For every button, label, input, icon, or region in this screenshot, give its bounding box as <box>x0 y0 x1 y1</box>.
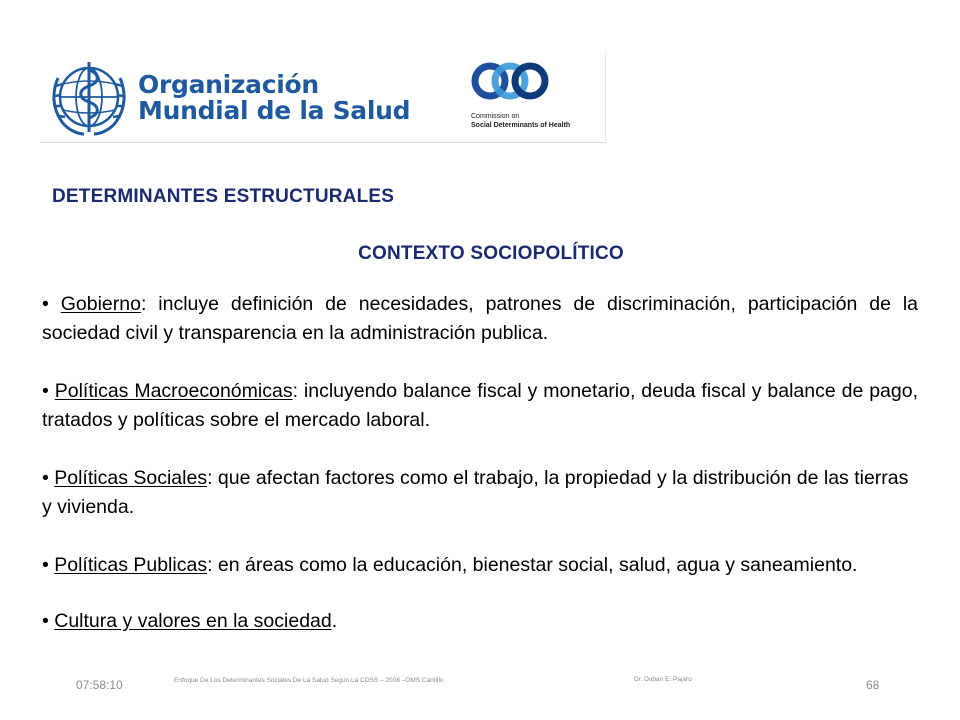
bullet-text: : que afectan factores como el trabajo, la propiedad y la distribución de las tierras y vivienda. <box>42 467 909 518</box>
bullet-text: : en áreas como la educación, bienestar social, salud, agua y saneamiento. <box>207 554 858 576</box>
bullet-text: : incluye definición de necesidades, patrones de discriminación, participación de la sociedad civil y transparencia en la administración publica. <box>42 293 918 344</box>
bullet-item-politicas-macroeconomicas <box>42 377 918 435</box>
bullet-text: : incluyendo balance fiscal y monetario, deuda fiscal y balance de pago, tratados y políticas sobre el mercado laboral. <box>42 380 919 431</box>
bullet-term: Políticas Macroeconómicas <box>54 380 293 402</box>
csdh-wordmark-line2: Social Determinants of Health <box>471 122 571 129</box>
bullet-marker: • <box>42 610 55 632</box>
bullet-marker: • <box>42 380 55 402</box>
bullet-text: . <box>331 610 338 632</box>
bullet-marker: • <box>42 554 55 576</box>
who-emblem-logo <box>48 56 130 138</box>
footer-author: Dr. Duban E. Pajaro <box>634 676 692 683</box>
bullet-item-politicas-publicas <box>42 551 918 580</box>
who-wordmark-line1: Organización <box>138 70 319 99</box>
who-wordmark-line2: Mundial de la Salud <box>138 96 411 125</box>
slide-heading: DETERMINANTES ESTRUCTURALES <box>52 186 395 207</box>
page-number: 68 <box>866 678 880 692</box>
logo-band <box>40 50 606 143</box>
bullet-item-gobierno <box>42 290 918 348</box>
footer-title: Enfoque De Los Determinantes Sociales De La Salud Según La CDSS – 2008 –OMS Cantillo <box>174 677 444 684</box>
who-wordmark <box>138 72 410 124</box>
bullet-item-politicas-sociales <box>42 464 918 522</box>
csdh-wordmark-line1: Commission on <box>471 113 520 120</box>
bullet-term: Gobierno <box>60 293 141 315</box>
bullet-term: Políticas Publicas <box>54 554 208 576</box>
bullet-marker: • <box>42 467 55 489</box>
csdh-wordmark <box>471 112 570 130</box>
bullet-item-cultura-valores <box>42 607 918 636</box>
csdh-rings-logo <box>460 56 560 106</box>
slide-subheading: CONTEXTO SOCIOPOLÍTICO <box>358 243 624 264</box>
footer-time: 07:58:10 <box>76 678 123 692</box>
bullet-term: Políticas Sociales <box>54 467 208 489</box>
bullet-term: Cultura y valores en la sociedad <box>54 610 332 632</box>
bullet-marker: • <box>42 293 61 315</box>
